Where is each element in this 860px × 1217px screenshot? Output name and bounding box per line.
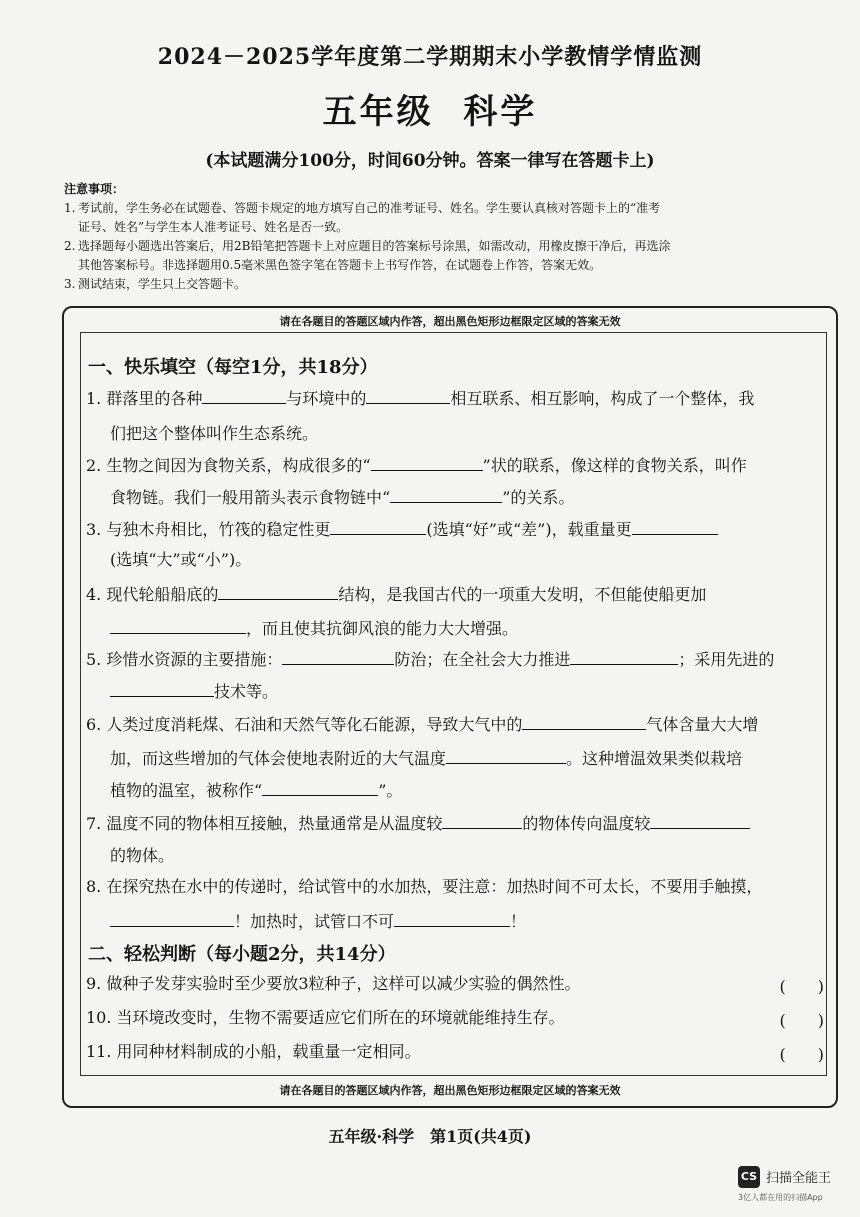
notes-heading: 注意事项： — [64, 182, 125, 196]
note-text: 测试结束，学生只上交答题卡。 — [78, 277, 247, 291]
q3-text-a: 3. 与独木舟相比，竹筏的稳定性更 — [86, 520, 331, 539]
section2-title: 二、轻松判断（每小题2分，共14分） — [88, 944, 396, 965]
question-4-line-2 — [110, 617, 848, 639]
question-6-line-2 — [110, 747, 848, 769]
q6-text-b: 气体含量大大增 — [646, 715, 759, 734]
question-8-line-1: 8. 在探究热在水中的传递时，给试管中的水加热，要注意：加热时间不可太长，不要用手触摸， — [86, 877, 763, 896]
q3-text-b: (选填“好”或“差”)，载重量更 — [426, 520, 632, 539]
q3-blank-1[interactable] — [330, 518, 426, 535]
q6-blank-3[interactable] — [262, 779, 378, 796]
question-1-line-2: 们把这个整体叫作生态系统。 — [110, 424, 319, 443]
q2-text-d: ”的关系。 — [502, 488, 575, 507]
exam-title: 2024－2025学年度第二学期期末小学教情学情监测 — [157, 44, 703, 70]
q6-blank-1[interactable] — [522, 713, 646, 730]
q7-text-b: 的物体传向温度较 — [522, 814, 651, 833]
section1-title: 一、快乐填空（每空1分，共18分） — [88, 357, 378, 378]
q6-blank-2[interactable] — [446, 747, 566, 764]
question-2-line-1 — [86, 454, 824, 476]
q6-text-e: 植物的温室，被称作“ — [110, 781, 263, 800]
question-2-line-2 — [110, 486, 848, 508]
exam-instruction: (本试题满分100分，时间60分钟。答案一律写在答题卡上) — [205, 151, 655, 171]
q1-text-c: 相互联系、相互影响，构成了一个整体，我 — [450, 389, 755, 408]
note-item-1 — [64, 199, 824, 237]
note-item-3 — [64, 275, 824, 294]
watermark-subtitle: 3亿人都在用的扫描App — [738, 1193, 823, 1202]
judge-item-9: 9. 做种子发芽实验时至少要放3粒种子，这样可以减少实验的偶然性。 — [86, 974, 581, 993]
judge-item-11: 11. 用同种材料制成的小船，载重量一定相同。 — [86, 1042, 421, 1061]
judge-item-10: 10. 当环境改变时，生物不需要适应它们所在的环境就能维持生存。 — [86, 1008, 565, 1027]
q2-blank-1[interactable] — [371, 454, 483, 471]
answer-paren-10[interactable]: ( ) — [779, 1011, 824, 1030]
question-4-line-1 — [86, 583, 824, 605]
q1-text-b: 与环境中的 — [286, 389, 367, 408]
note-text: 考试前，学生务必在试题卷、答题卡规定的地方填写自己的准考证号、姓名。学生要认真核对答题卡上的“准考 — [78, 201, 661, 215]
question-6-line-1 — [86, 713, 824, 735]
question-7-line-1 — [86, 812, 824, 834]
q4-blank-1[interactable] — [218, 583, 338, 600]
q1-blank-1[interactable] — [202, 387, 286, 404]
question-7-line-2: 的物体。 — [110, 846, 175, 865]
q6-text-f: ”。 — [378, 781, 403, 800]
q5-blank-2[interactable] — [570, 648, 678, 665]
q5-text-b: 防治；在全社会大力推进 — [394, 650, 571, 669]
question-3-line-1 — [86, 518, 824, 540]
q3-blank-2[interactable] — [632, 518, 718, 535]
q4-text-c: ，而且使其抗御风浪的能力大大增强。 — [246, 619, 519, 638]
q4-blank-2[interactable] — [110, 617, 246, 634]
note-number: 1. — [64, 201, 76, 215]
question-6-line-3 — [110, 779, 848, 801]
q8-text-c: ！ — [510, 912, 527, 931]
q4-text-a: 4. 现代轮船船底的 — [86, 585, 219, 604]
question-8-line-2 — [110, 910, 848, 932]
answer-paren-11[interactable]: ( ) — [779, 1045, 824, 1064]
q4-text-b: 结构，是我国古代的一项重大发明，不但能使船更加 — [338, 585, 707, 604]
q5-text-a: 5. 珍惜水资源的主要措施： — [86, 650, 283, 669]
q7-blank-1[interactable] — [442, 812, 522, 829]
q5-text-c: ；采用先进的 — [678, 650, 775, 669]
q1-blank-2[interactable] — [366, 387, 450, 404]
note-text: 证号、姓名”与学生本人准考证号、姓名是否一致。 — [78, 220, 349, 234]
watermark-name: 扫描全能王 — [766, 1171, 832, 1186]
camscanner-logo-icon: CS — [738, 1166, 760, 1188]
q6-text-a: 6. 人类过度消耗煤、石油和天然气等化石能源，导致大气中的 — [86, 715, 523, 734]
q7-text-a: 7. 温度不同的物体相互接触，热量通常是从温度较 — [86, 814, 443, 833]
page-footer: 五年级·科学 第1页(共4页) — [328, 1127, 532, 1146]
question-1-line-1 — [86, 387, 824, 409]
answer-paren-9[interactable]: ( ) — [779, 977, 824, 996]
question-5-line-1 — [86, 648, 824, 670]
scanner-watermark — [738, 1164, 848, 1204]
note-text: 其他答案标号。非选择题用0.5毫米黑色签字笔在答题卡上书写作答，在试题卷上作答，答案无效。 — [78, 258, 602, 272]
q5-text-d: 技术等。 — [214, 682, 279, 701]
note-number: 3. — [64, 277, 76, 291]
q5-blank-1[interactable] — [282, 648, 394, 665]
subject-title: 五年级 科学 — [322, 92, 538, 132]
q8-text-b: ！加热时，试管口不可 — [234, 912, 395, 931]
q1-text-a: 1. 群落里的各种 — [86, 389, 203, 408]
q2-blank-2[interactable] — [390, 486, 502, 503]
q7-blank-2[interactable] — [650, 812, 750, 829]
q2-text-c: 食物链。我们一般用箭头表示食物链中“ — [110, 488, 391, 507]
note-text: 选择题每小题选出答案后，用2B铅笔把答题卡上对应题目的答案标号涂黑，如需改动，用橡皮擦干净后，再选涂 — [78, 239, 671, 253]
frame-notice-top: 请在各题目的答题区域内作答，超出黑色矩形边框限定区域的答案无效 — [279, 315, 621, 328]
q2-text-a: 2. 生物之间因为食物关系，构成很多的“ — [86, 456, 371, 475]
q5-blank-3[interactable] — [110, 680, 214, 697]
q6-text-d: 。这种增温效果类似栽培 — [566, 749, 743, 768]
frame-notice-bottom: 请在各题目的答题区域内作答，超出黑色矩形边框限定区域的答案无效 — [279, 1084, 621, 1097]
q8-blank-2[interactable] — [394, 910, 510, 927]
q2-text-b: ”状的联系，像这样的食物关系，叫作 — [482, 456, 747, 475]
q8-blank-1[interactable] — [110, 910, 234, 927]
q6-text-c: 加，而这些增加的气体会使地表附近的大气温度 — [110, 749, 447, 768]
note-number: 2. — [64, 239, 76, 253]
question-5-line-2 — [110, 680, 848, 702]
question-3-line-2: (选填“大”或“小”)。 — [110, 550, 252, 569]
note-item-2 — [64, 237, 824, 275]
